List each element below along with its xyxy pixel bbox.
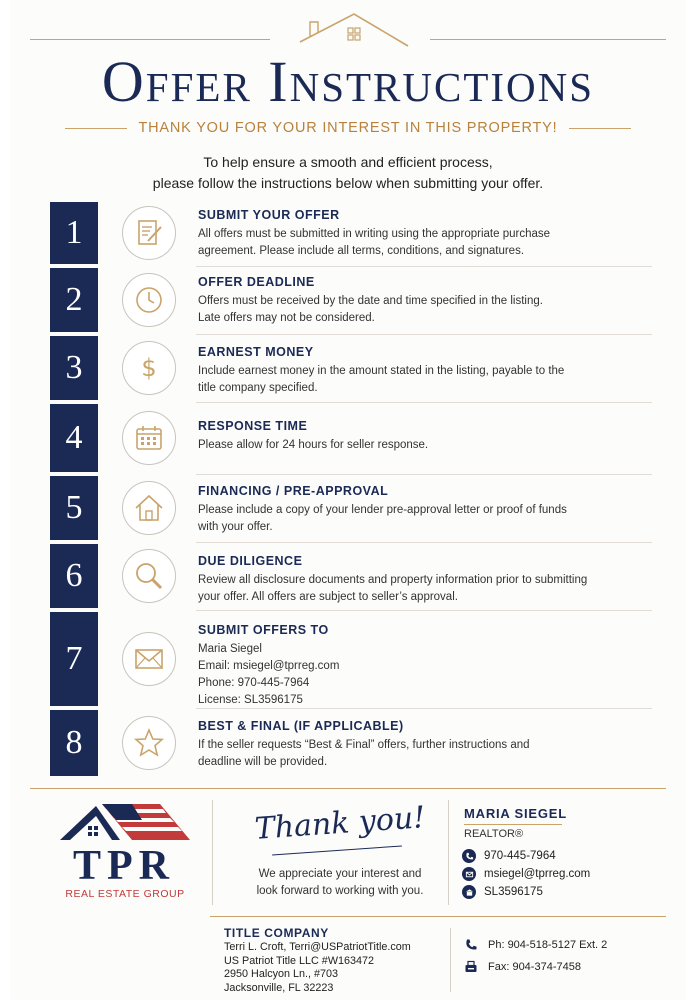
appreciation-text (232, 866, 448, 900)
footer-divider-2 (448, 800, 449, 905)
title-fax-row (464, 960, 581, 974)
step-description (198, 363, 628, 397)
intro-line: please follow the instructions below when submitting your offer. (152, 175, 544, 191)
step-title: DUE DILIGENCE (198, 554, 303, 568)
building-icon (462, 885, 476, 899)
step-title: SUBMIT YOUR OFFER (198, 208, 340, 222)
step-text-line: If the seller requests “Best & Final” offers, further instructions and (198, 739, 530, 751)
svg-text:$: $ (141, 354, 157, 382)
step-content (198, 345, 628, 397)
thank-you-script: Thank you! (253, 800, 427, 847)
email-icon (462, 867, 476, 881)
fax-icon (464, 960, 478, 974)
subtitle-rule-left (65, 128, 127, 129)
step-title: FINANCING / PRE-APPROVAL (198, 484, 389, 498)
agent-phone[interactable]: 970-445-7964 (484, 850, 556, 862)
step-content (198, 719, 628, 771)
roof-logo-icon (298, 10, 410, 52)
envelope-icon (122, 632, 176, 686)
step-text-line: License: SL3596175 (198, 694, 303, 706)
calendar-icon (122, 411, 176, 465)
star-icon (122, 716, 176, 770)
step-title: BEST & FINAL (IF APPLICABLE) (198, 719, 404, 733)
step-description (198, 437, 628, 454)
step-number: 6 (50, 544, 98, 608)
title-company-heading: TITLE COMPANY (224, 926, 329, 940)
step-description (198, 572, 628, 606)
step-number: 5 (50, 476, 98, 540)
subtitle-rule-right (569, 128, 631, 129)
phone-icon (462, 849, 476, 863)
step-separator (196, 708, 652, 709)
tpr-flag-roof-logo (60, 800, 190, 842)
footer-divider-3 (450, 928, 451, 992)
step-text-line: Please include a copy of your lender pre-approval letter or proof of funds (198, 504, 567, 516)
tpr-logo-subtitle: REAL ESTATE GROUP (65, 888, 185, 900)
step-text-line: Include earnest money in the amount stated in the listing, payable to the (198, 365, 565, 377)
step-text-line: Maria Siegel (198, 643, 262, 655)
step-separator (196, 542, 652, 543)
step-text-line: title company specified. (198, 382, 318, 394)
step-title: SUBMIT OFFERS TO (198, 623, 329, 637)
agent-email-row (462, 867, 590, 881)
intro-line: To help ensure a smooth and efficient process, (203, 154, 493, 170)
footer-rule-top (30, 788, 666, 789)
header-rule-left (30, 39, 270, 40)
step-text-line: Please allow for 24 hours for seller response. (198, 439, 429, 451)
step-text-line: agreement. Please include all terms, conditions, and signatures. (198, 245, 525, 257)
footer-divider-1 (212, 800, 213, 905)
appreciation-line: look forward to working with you. (256, 885, 424, 897)
step-title: RESPONSE TIME (198, 419, 308, 433)
step-content (198, 419, 628, 454)
step-separator (196, 474, 652, 475)
subtitle-row (10, 120, 686, 136)
agent-phone-row (462, 849, 556, 863)
step-description (198, 226, 628, 260)
step-text-line: with your offer. (198, 521, 273, 533)
title-company-line: Terri L. Croft, Terri@USPatriotTitle.com (224, 941, 411, 953)
step-number: 8 (50, 710, 98, 776)
step-content (198, 484, 628, 536)
agent-role: REALTOR® (464, 828, 524, 840)
step-text-line[interactable]: Phone: 970-445-7964 (198, 677, 310, 689)
step-separator (196, 610, 652, 611)
title-company-line: Jacksonville, FL 32223 (224, 981, 334, 994)
step-text-line[interactable]: Email: msiegel@tprreg.com (198, 660, 340, 672)
agent-name: MARIA SIEGEL (464, 806, 568, 821)
step-description (198, 737, 628, 771)
step-content (198, 623, 628, 709)
house-icon (122, 481, 176, 535)
title-company-line: 2950 Halcyon Ln., #703 (224, 968, 339, 980)
agent-email[interactable]: msiegel@tprreg.com (484, 868, 591, 880)
clock-icon (122, 273, 176, 327)
step-text-line: Offers must be received by the date and time specified in the listing. (198, 295, 543, 307)
step-description (198, 502, 628, 536)
step-number: 7 (50, 612, 98, 706)
step-title: EARNEST MONEY (198, 345, 314, 359)
subtitle: THANK YOU FOR YOUR INTEREST IN THIS PROPERTY! (138, 120, 558, 136)
agent-license-row (462, 885, 543, 899)
tpr-logo-text: TPR (73, 843, 175, 889)
step-description (198, 641, 628, 709)
step-content (198, 554, 628, 606)
intro-text (10, 152, 686, 194)
step-description (198, 293, 628, 327)
appreciation-line: We appreciate your interest and (258, 868, 422, 880)
step-text-line: deadline will be provided. (198, 756, 328, 768)
step-number: 4 (50, 404, 98, 472)
step-number: 1 (50, 202, 98, 264)
step-number: 3 (50, 336, 98, 400)
thank-you-underline (272, 845, 402, 855)
title-fax: Fax: 904-374-7458 (488, 961, 581, 973)
document-pen-icon (122, 206, 176, 260)
phone-icon (464, 938, 478, 952)
agent-name-underline (464, 824, 562, 825)
step-separator (196, 334, 652, 335)
magnifier-icon (122, 549, 176, 603)
title-company-line: US Patriot Title LLC #W163472 (224, 954, 375, 967)
step-text-line: All offers must be submitted in writing using the appropriate purchase (198, 228, 551, 240)
agent-license: SL3596175 (484, 886, 543, 898)
step-title: OFFER DEADLINE (198, 275, 315, 289)
step-separator (196, 402, 652, 403)
footer-rule-mid (210, 916, 666, 917)
title-phone-row (464, 938, 607, 952)
offer-instructions-page (10, 0, 686, 1000)
step-text-line: Review all disclosure documents and property information prior to submitting (198, 574, 588, 586)
header-rule-right (430, 39, 666, 40)
step-text-line: your offer. All offers are subject to seller’s approval. (198, 591, 458, 603)
title-phone[interactable]: Ph: 904-518-5127 Ext. 2 (488, 939, 608, 951)
step-text-line: Late offers may not be considered. (198, 312, 375, 324)
title-company-details (224, 941, 411, 995)
step-content (198, 208, 628, 260)
dollar-icon (122, 341, 176, 395)
step-number: 2 (50, 268, 98, 332)
page-title: Offer Instructions (101, 49, 595, 114)
step-separator (196, 266, 652, 267)
step-content (198, 275, 628, 327)
